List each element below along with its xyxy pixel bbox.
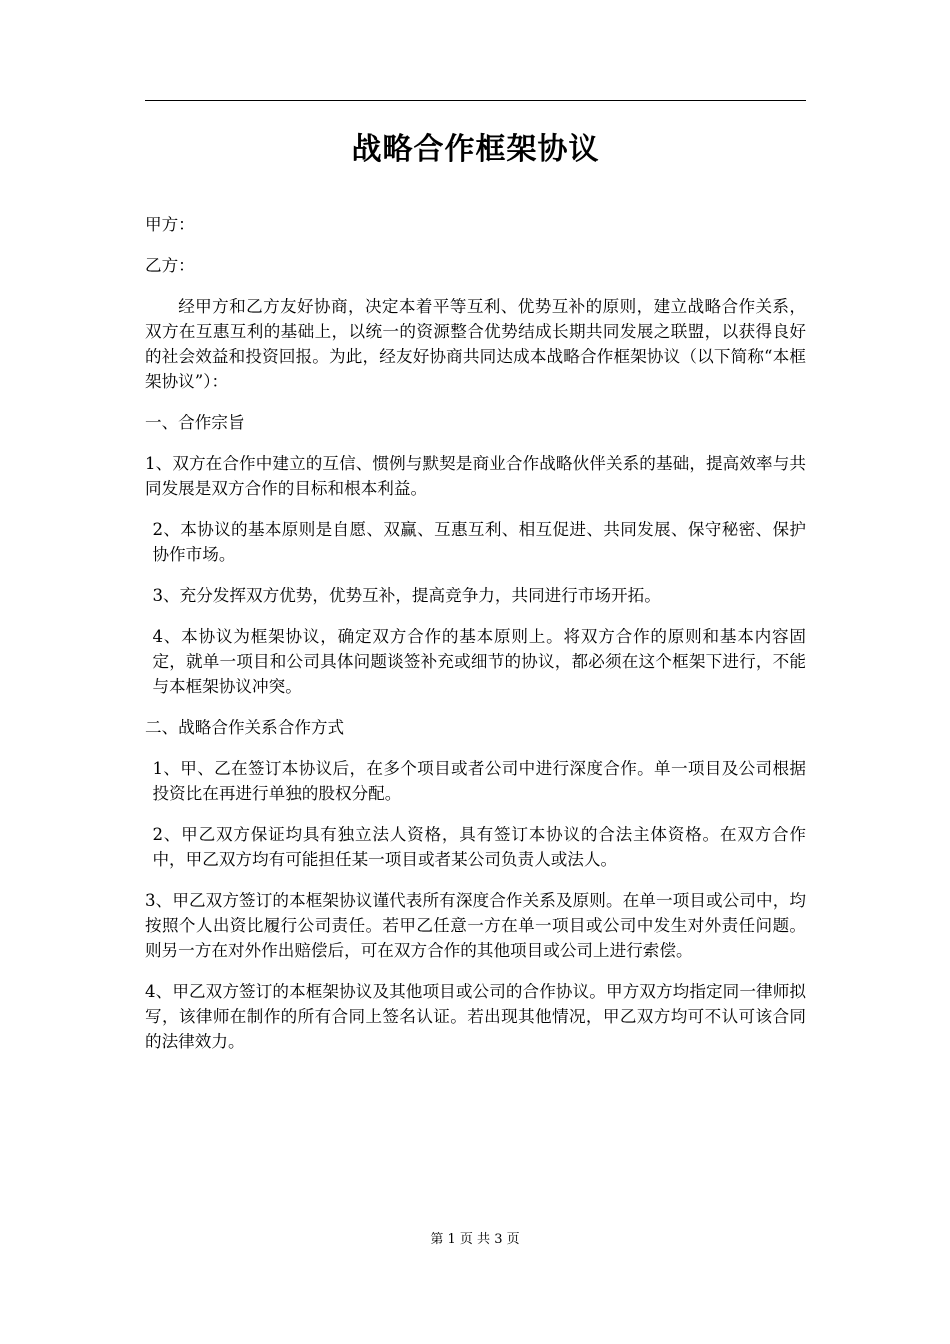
section-2-item-4: 4、甲乙双方签订的本框架协议及其他项目或公司的合作协议。甲方双方均指定同一律师拟写，该律师在制作的所有合同上签名认证。若出现其他情况，甲乙双方均可不认可该合同的法律效力。: [145, 982, 806, 1051]
section-1-item-2: 2、本协议的基本原则是自愿、双赢、互惠互利、相互促进、共同发展、保守秘密、保护协作市场。: [152, 520, 806, 564]
header-rule: [145, 100, 806, 101]
document-body: [145, 212, 806, 1054]
party-b-line: 乙方：: [145, 256, 195, 275]
party-a-line: 甲方：: [145, 215, 195, 234]
section-2-heading: 二、战略合作关系合作方式: [145, 718, 345, 737]
section-2-item-2: 2、甲乙双方保证均具有独立法人资格，具有签订本协议的合法主体资格。在双方合作中，甲乙双方均有可能担任某一项目或者某公司负责人或法人。: [152, 825, 806, 869]
section-1-item-4: 4、本协议为框架协议，确定双方合作的基本原则上。将双方合作的原则和基本内容固定，就单一项目和公司具体问题谈签补充或细节的协议，都必须在这个框架下进行，不能与本框架协议冲突。: [152, 627, 806, 696]
document-title: 战略合作框架协议: [351, 132, 600, 167]
section-1-item-1: 1、双方在合作中建立的互信、惯例与默契是商业合作战略伙伴关系的基础，提高效率与共同发展是双方合作的目标和根本利益。: [145, 454, 806, 498]
section-2-item-3: 3、甲乙双方签订的本框架协议谨代表所有深度合作关系及原则。在单一项目或公司中，均按照个人出资比履行公司责任。若甲乙任意一方在单一项目或公司中发生对外责任问题。则另一方在对外作出赔偿后，可在双方合作的其他项目或公司上进行索偿。: [145, 891, 806, 960]
section-2-item-1: 1、甲、乙在签订本协议后，在多个项目或者公司中进行深度合作。单一项目及公司根据投资比在再进行单独的股权分配。: [152, 759, 806, 803]
page-footer: 第 1 页 共 3 页: [430, 1232, 520, 1247]
section-1-item-3: 3、充分发挥双方优势，优势互补，提高竞争力，共同进行市场开拓。: [152, 586, 661, 605]
section-1-heading: 一、合作宗旨: [145, 413, 245, 432]
preamble-paragraph: 经甲方和乙方友好协商，决定本着平等互利、优势互补的原则，建立战略合作关系，双方在互惠互利的基础上，以统一的资源整合优势结成长期共同发展之联盟，以获得良好的社会效益和投资回报。为此，经友好协商共同达成本战略合作框架协议（以下简称“本框架协议”）：: [145, 297, 806, 391]
